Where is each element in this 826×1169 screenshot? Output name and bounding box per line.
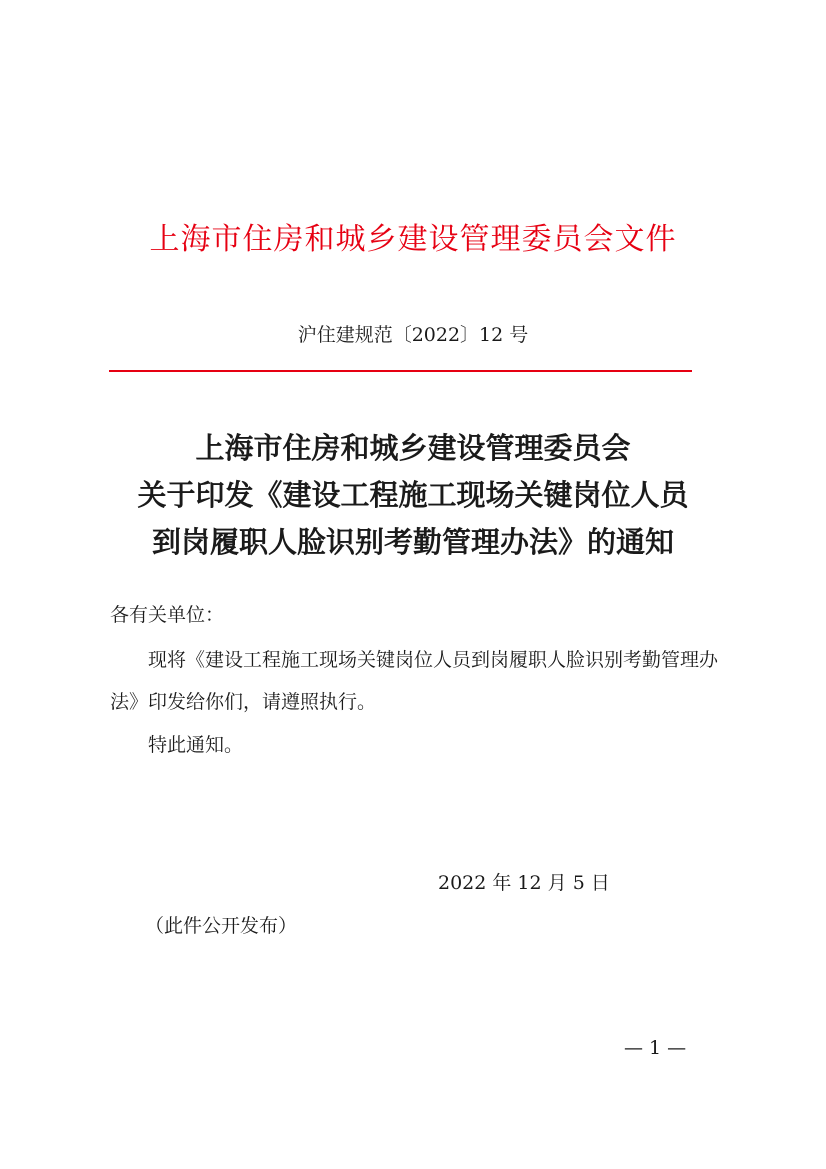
- notice-title-line-1: 上海市住房和城乡建设管理委员会: [195, 431, 631, 465]
- notice-title-line-2: 关于印发《建设工程施工现场关键岗位人员: [137, 478, 689, 512]
- red-separator-line: [109, 370, 692, 372]
- issuer-title: 上海市住房和城乡建设管理委员会文件: [149, 222, 677, 257]
- notice-title: [0, 425, 826, 566]
- release-note: （此件公开发布）: [145, 915, 298, 937]
- closing-line: 特此通知。: [148, 734, 244, 756]
- document-number: 沪住建规范〔2022〕12 号: [297, 324, 529, 346]
- body-paragraph: [110, 639, 718, 723]
- issue-date: 2022 年 12 月 5 日: [438, 872, 610, 894]
- salutation: 各有关单位：: [110, 604, 225, 626]
- notice-title-line-3: 到岗履职人脸识别考勤管理办法》的通知: [151, 525, 674, 559]
- page-number: — 1 —: [624, 1037, 687, 1059]
- body-paragraph-text: 现将《建设工程施工现场关键岗位人员到岗履职人脸识别考勤管理办法》印发给你们，请遵照执行。: [110, 649, 719, 713]
